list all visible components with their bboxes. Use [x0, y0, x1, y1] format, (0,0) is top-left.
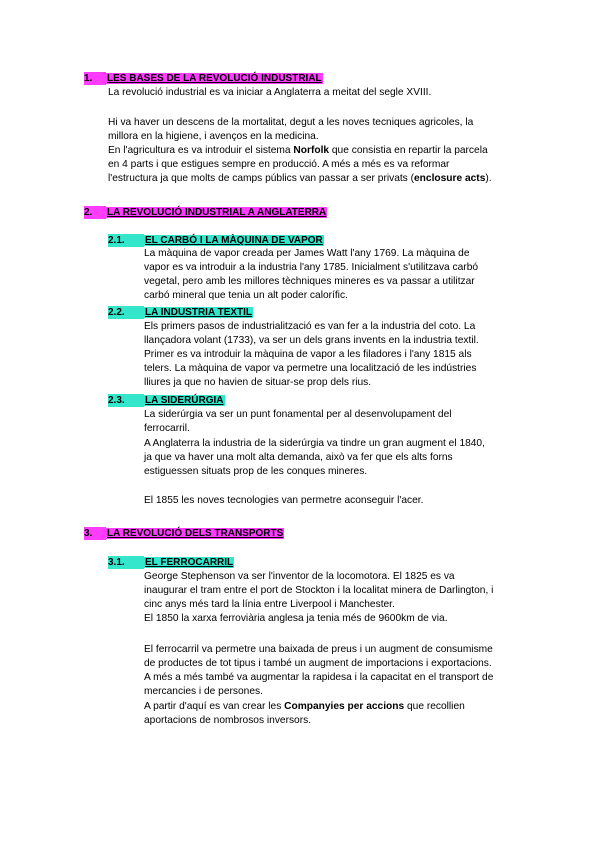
paragraph: en 4 parts i que estigues sempre en producció. A més a més es va reformar — [108, 159, 450, 170]
section-number: 1. — [84, 72, 106, 85]
paragraph: mercancies i de persones. — [144, 686, 263, 697]
section-title: LA REVOLUCIÓ INDUSTRIAL A ANGLATERRA — [107, 207, 327, 218]
subsection-3-1-heading — [108, 556, 234, 569]
subsection-2-1-heading — [108, 234, 324, 247]
subsection-number: 2.3. — [108, 394, 144, 407]
section-title: LES BASES DE LA REVOLUCIÓ INDUSTRIAL — [107, 73, 322, 84]
section-title: LA REVOLUCIÓ DELS TRANSPORTS — [107, 528, 284, 539]
paragraph: cinc anys més tard la línia entre Liverpool i Manchester. — [144, 599, 395, 610]
paragraph: carbó mineral que tenia un alt poder calorífic. — [144, 290, 348, 301]
paragraph: A Anglaterra la industria de la siderúrgia va tindre un gran augment el 1840, — [144, 438, 485, 449]
subsection-number: 2.1. — [108, 234, 144, 247]
paragraph: La revolució industrial es va iniciar a Anglaterra a meitat del segle XVIII. — [108, 87, 432, 98]
bold-term: Companyies per accions — [284, 701, 405, 712]
subsection-title: EL FERROCARRIL — [145, 557, 234, 568]
paragraph: George Stephenson va ser l'inventor de la locomotora. El 1825 es va — [144, 571, 455, 582]
text-run: A partir d'aquí es van crear les — [144, 701, 285, 712]
paragraph — [108, 172, 492, 186]
section-3-heading — [84, 527, 504, 540]
subsection-number: 2.2. — [108, 306, 144, 319]
paragraph: ja que va haver una molt alta demanda, això va fer que els alts forns — [144, 452, 453, 463]
text-run: ). — [485, 173, 492, 184]
text-run: l'estructura ja que molts de camps públics van passar a ser privats ( — [108, 173, 415, 184]
section-number: 2. — [84, 206, 106, 219]
text-run: que consistia en repartir la parcela — [329, 145, 488, 156]
paragraph: Primer es va introduir la màquina de vapor a les filadores i l'any 1815 als — [144, 349, 472, 360]
bold-term: enclosure acts — [414, 173, 486, 184]
paragraph: A més a més també va augmentar la rapidesa i la capacitat en el transport de — [144, 672, 494, 683]
paragraph — [108, 144, 488, 158]
section-number: 3. — [84, 527, 106, 540]
subsection-2-2-heading — [108, 306, 253, 319]
paragraph: ferrocarril. — [144, 423, 190, 434]
section-1-heading — [84, 72, 504, 85]
paragraph — [144, 700, 465, 714]
text-run: que recollien — [404, 701, 465, 712]
paragraph: inaugurar el tram entre el port de Stockton i la localitat minera de Darlington, i — [144, 585, 494, 596]
paragraph: El ferrocarril va permetre una baixada de preus i un augment de consumisme — [144, 644, 493, 655]
paragraph: Els primers pasos de industrialització es van fer a la industria del coto. La — [144, 321, 476, 332]
paragraph: El 1850 la xarxa ferroviària anglesa ja tenia més de 9600km de via. — [144, 613, 448, 624]
paragraph: La màquina de vapor creada per James Watt l'any 1769. La màquina de — [144, 248, 470, 259]
paragraph: vegetal, pero amb les millores tèchniques mineres es va passar a utilitzar — [144, 276, 475, 287]
subsection-title: LA SIDERÚRGIA — [145, 395, 224, 406]
subsection-number: 3.1. — [108, 556, 144, 569]
paragraph: estiguessen situats prop de les conques mineres. — [144, 466, 368, 477]
subsection-title: EL CARBÓ I LA MÀQUINA DE VAPOR — [145, 235, 323, 246]
paragraph: El 1855 les noves tecnologies van permetre aconseguir l'acer. — [144, 495, 424, 506]
paragraph: La siderúrgia va ser un punt fonamental per al desenvolupament del — [144, 409, 452, 420]
section-2-heading — [84, 206, 504, 219]
paragraph: llançadora volant (1733), va ser un dels grans invents en la industria textil. — [144, 335, 479, 346]
paragraph: millora en la higiene, i avenços en la medicina. — [108, 131, 319, 142]
text-run: En l'agricultura es va introduir el sistema — [108, 145, 294, 156]
paragraph: telers. La màquina de vapor va permetre una localització de les indústries — [144, 363, 477, 374]
subsection-2-3-heading — [108, 394, 225, 407]
paragraph: lliures ja que no havien de situar-se prop dels rius. — [144, 377, 372, 388]
paragraph: de productes de tot tipus i també un augment de importacions i exportacions. — [144, 658, 492, 669]
bold-term: Norfolk — [293, 145, 330, 156]
paragraph: Hi va haver un descens de la mortalitat, degut a les noves tecniques agricoles, la — [108, 117, 474, 128]
subsection-title: LA INDUSTRIA TEXTIL — [145, 307, 253, 318]
paragraph: aportacions de nombrosos inversors. — [144, 715, 312, 726]
paragraph: vapor es va introduir a la industria l'any 1785. Inicialment s'utilitzava carbó — [144, 262, 479, 273]
